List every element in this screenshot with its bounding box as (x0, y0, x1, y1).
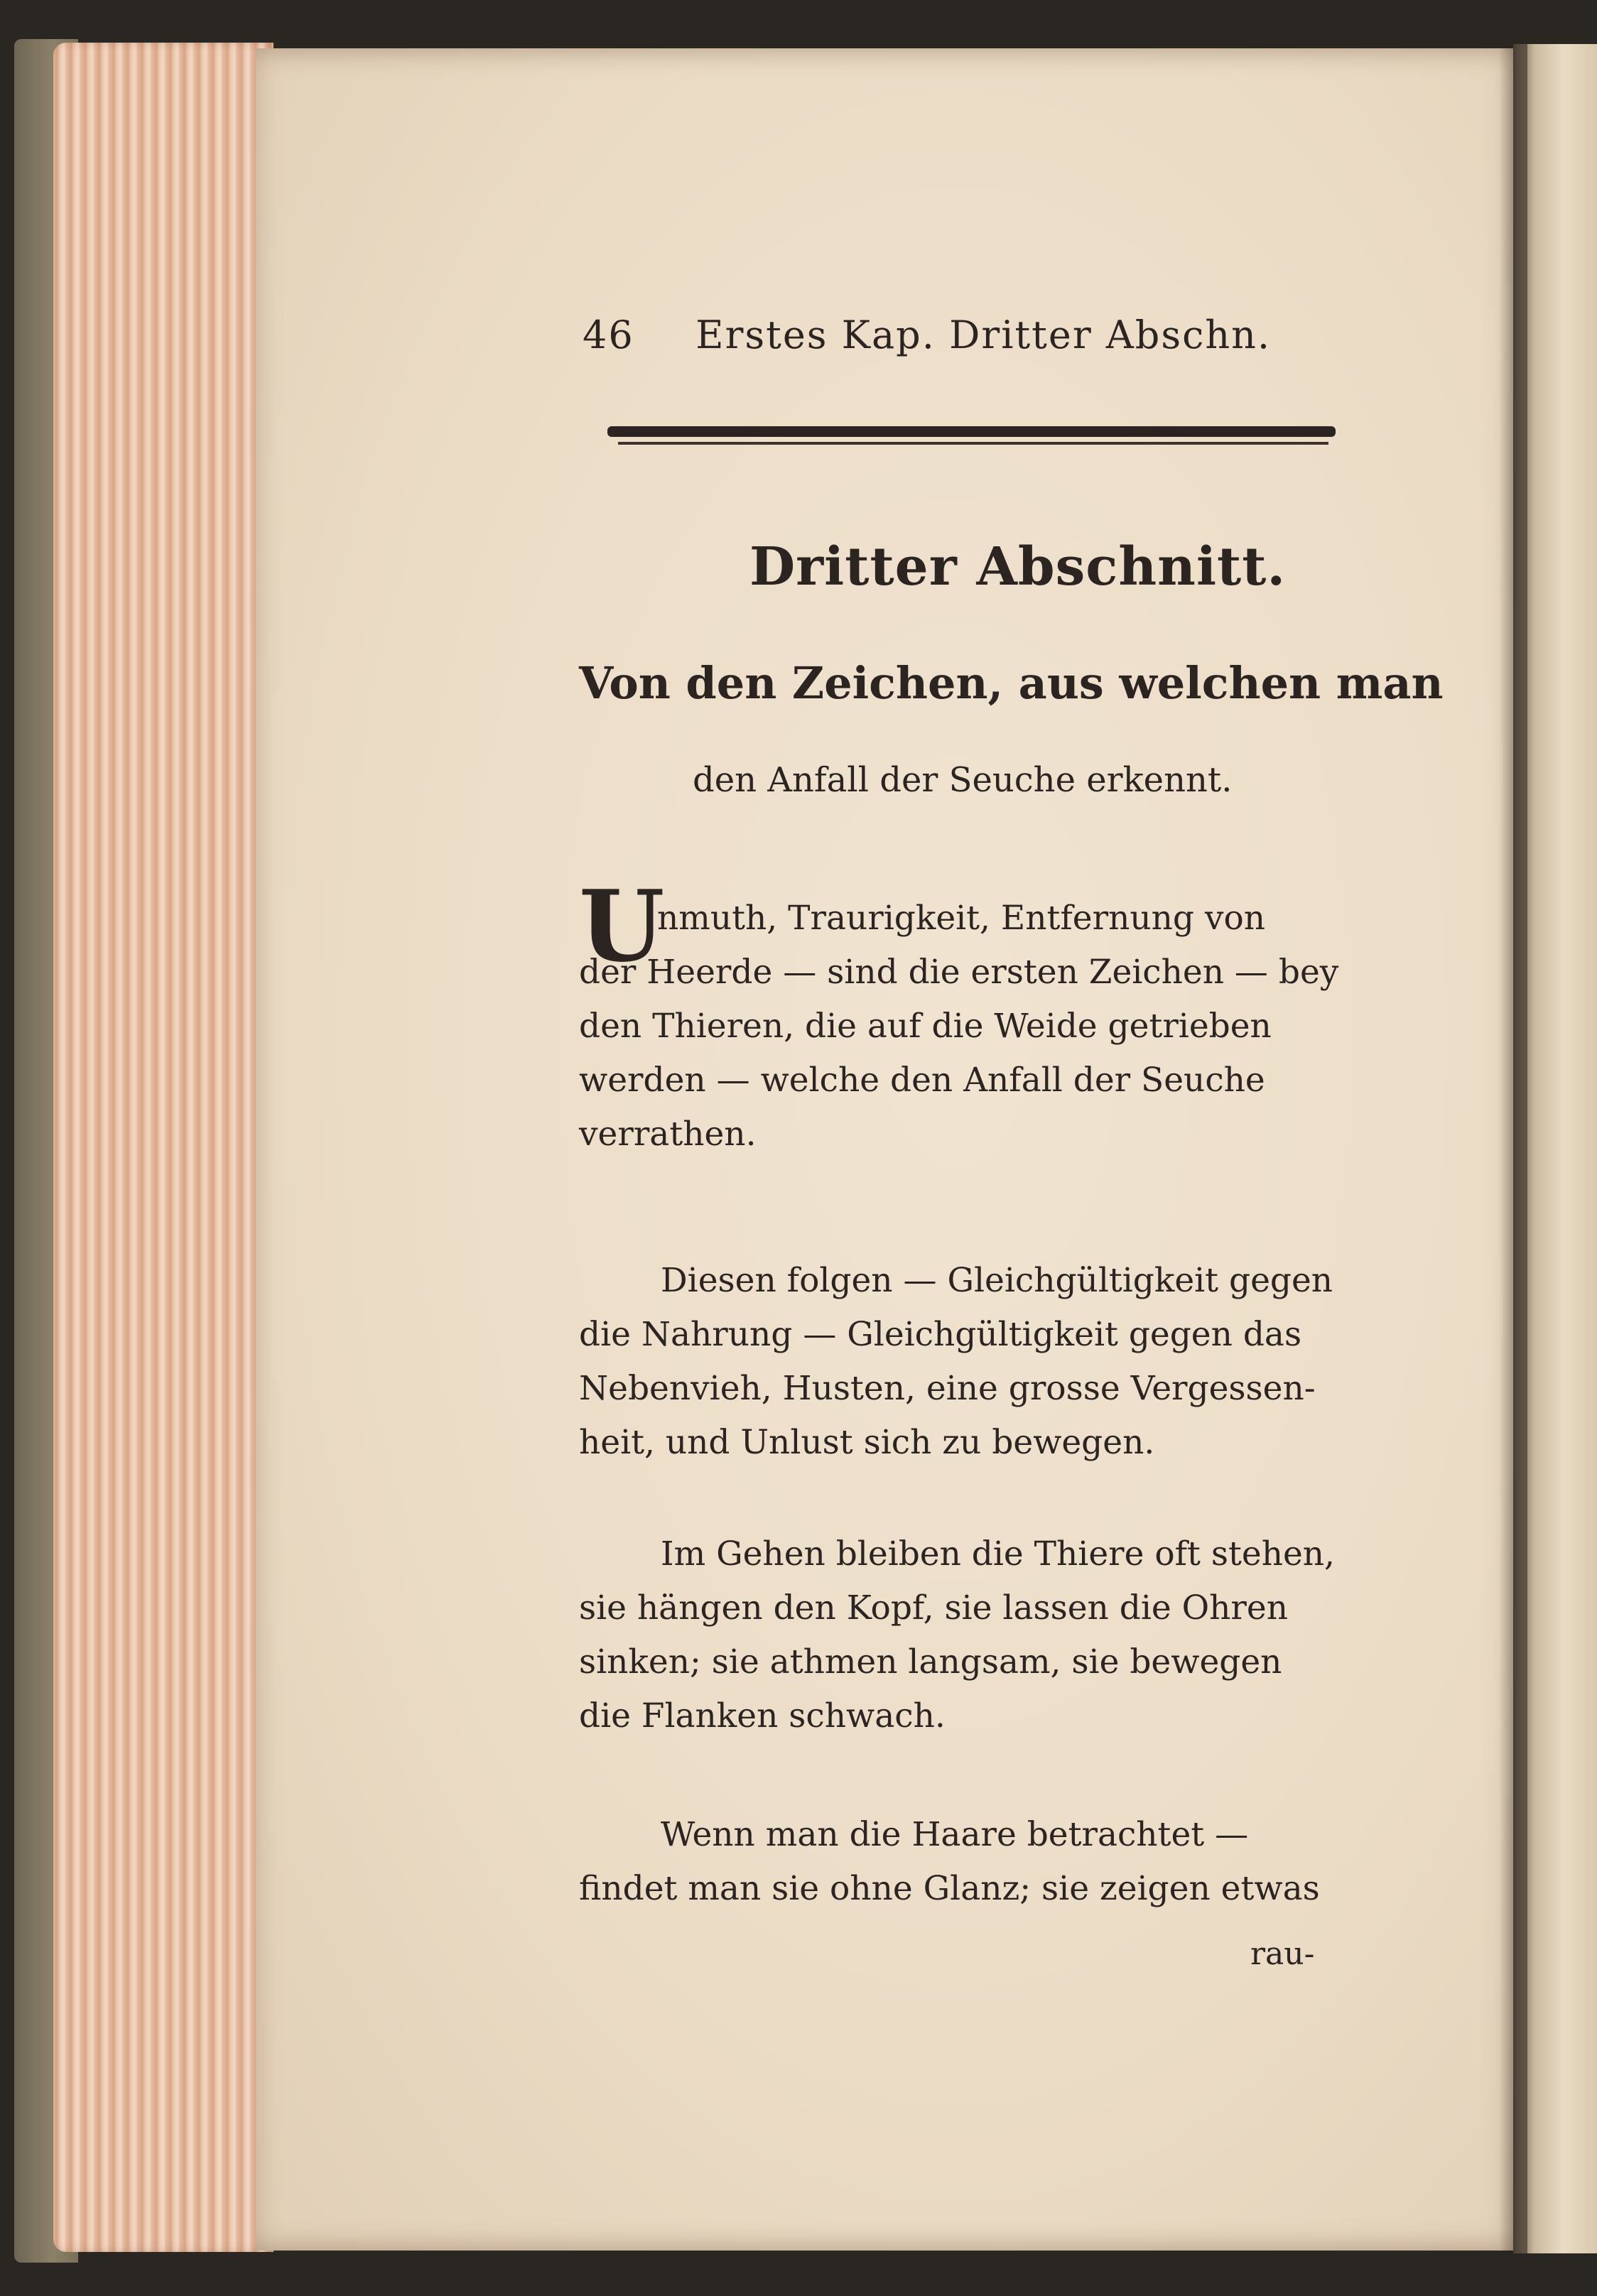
header-rule-thin (618, 442, 1328, 445)
paragraph-line: der Heerde — sind die ersten Zeichen — bey (579, 953, 1339, 992)
paragraph-4 (579, 1808, 1385, 1916)
paragraph-line: nmuth, Traurigkeit, Entfernung von (657, 899, 1266, 938)
paragraph-line: werden — welche den Anfall der Seuche (579, 1061, 1265, 1100)
paragraph-3 (579, 1527, 1385, 1743)
section-title: Dritter Abschnitt. (749, 536, 1287, 597)
paragraph-2 (579, 1254, 1385, 1470)
section-subtitle-line1: Von den Zeichen, aus welchen man (579, 657, 1444, 709)
paragraph-line: Im Gehen bleiben die Thiere oft stehen, (661, 1534, 1335, 1574)
paragraph-line: findet man sie ohne Glanz; sie zeigen etwas (579, 1869, 1320, 1908)
running-header (583, 313, 1271, 357)
paragraph-line: verrathen. (579, 1115, 757, 1154)
paragraph-line: die Flanken schwach. (579, 1696, 946, 1735)
paragraph-line: heit, und Unlust sich zu bewegen. (579, 1423, 1155, 1462)
paragraph-line: sinken; sie athmen langsam, sie bewegen (579, 1642, 1282, 1682)
catchword: rau- (1250, 1936, 1315, 1972)
paragraph-line: Nebenvieh, Husten, eine grosse Vergessen- (579, 1369, 1316, 1408)
paragraph-line: die Nahrung — Gleichgültigkeit gegen das (579, 1315, 1302, 1354)
section-subtitle-line2: den Anfall der Seuche erkennt. (693, 760, 1233, 800)
page-number: 46 (583, 313, 634, 357)
paragraph-1 (579, 868, 1385, 1161)
header-rule-thick (607, 426, 1336, 437)
paragraph-line: Wenn man die Haare betrachtet — (661, 1815, 1249, 1854)
running-title: Erstes Kap. Dritter Abschn. (695, 313, 1272, 357)
page-edges (53, 43, 274, 2252)
paragraph-line: sie hängen den Kopf, sie lassen die Ohren (579, 1588, 1288, 1628)
paragraph-line: den Thieren, die auf die Weide getrieben (579, 1007, 1272, 1046)
paragraph-line: Diesen folgen — Gleichgültigkeit gegen (661, 1261, 1333, 1300)
gutter-shadow (1499, 44, 1527, 2253)
drop-cap: U (579, 868, 665, 984)
